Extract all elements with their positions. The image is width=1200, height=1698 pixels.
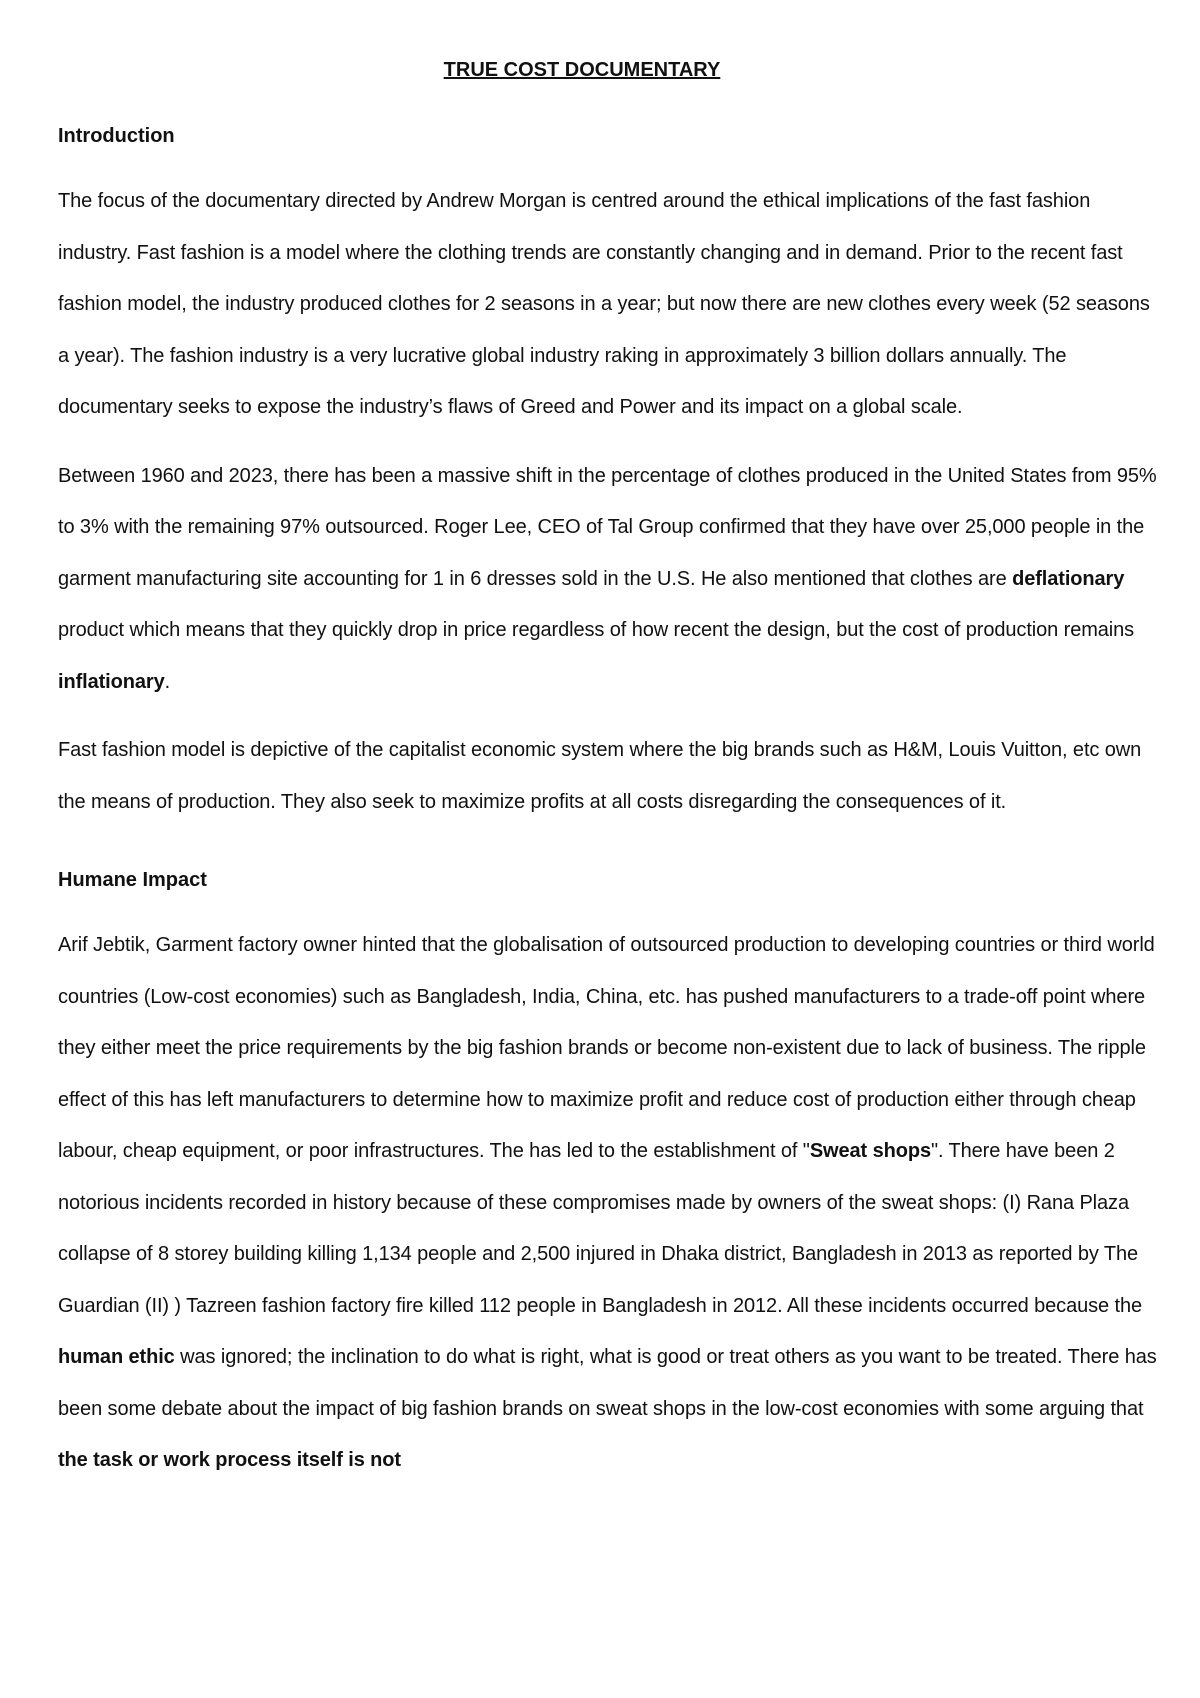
document-page xyxy=(58,50,1158,1487)
bold-term-human-ethic: human ethic xyxy=(58,1346,175,1368)
section-heading-introduction: Introduction xyxy=(58,125,175,147)
bold-term-sweat-shops: Sweat shops xyxy=(809,1140,931,1162)
intro-paragraph-3: Fast fashion model is depictive of the capitalist economic system where the big brands such as H&M, Louis Vuitton, etc own the means of production. They also seek to maximize profits at all costs disregarding the consequences of it. xyxy=(58,739,1142,813)
text-run: Arif Jebtik, Garment factory owner hinted that the globalisation of outsourced production to developing countries or third world countries (Low-cost economies) such as Bangladesh, India, China, etc. has pushed manufacturers to a trade-off point where they either meet the price requirements by the big fashion brands or become non-existent due to lack of business. The ripple effect of this has left manufacturers to determine how to maximize profit and reduce cost of production either through cheap labour, cheap equipment, or poor infrastructures. The has led to the establishment of " xyxy=(58,934,1155,1162)
bold-phrase-task-work-process: the task or work process itself is not xyxy=(58,1449,401,1471)
bold-term-deflationary: deflationary xyxy=(1012,567,1125,590)
text-run: ". There have been 2 notorious incidents recorded in history because of these compromises made by owners of the sweat shops: (I) Rana Plaza collapse of 8 storey building killing 1,134 people and 2,500 injured in Dhaka district, Bangladesh in 2013 as reported by The Guardian (II) ) Tazreen fashion factory fire killed 112 people in Bangladesh in 2012. All these incidents occurred because the xyxy=(58,1140,1142,1317)
text-run: Between 1960 and 2023, there has been a massive shift in the percentage of clothes produced in the United States from 95% to 3% with the remaining 97% outsourced. Roger Lee, CEO of Tal Group confirmed that they have over 25,000 people in the garment manufacturing site accounting for 1 in 6 dresses sold in the U.S. He also mentioned that clothes are xyxy=(58,464,1157,590)
section-heading-humane-impact: Humane Impact xyxy=(58,869,207,891)
intro-paragraph-1: The focus of the documentary directed by Andrew Morgan is centred around the ethical implications of the fast fashion industry. Fast fashion is a model where the clothing trends are constantly changing and in demand. Prior to the recent fast fashion model, the industry produced clothes for 2 seasons in a year; but now there are new clothes every week (52 seasons a year). The fashion industry is a very lucrative global industry raking in approximately 3 billion dollars annually. The documentary seeks to expose the industry’s flaws of Greed and Power and its impact on a global scale. xyxy=(58,190,1150,418)
document-title: TRUE COST DOCUMENTARY xyxy=(443,59,721,81)
bold-term-inflationary: inflationary xyxy=(58,670,165,693)
text-run: . xyxy=(164,670,171,693)
text-run: was ignored; the inclination to do what is right, what is good or treat others as you want to be treated. There has been some debate about the impact of big fashion brands on sweat shops in the low-cost economies with some arguing that xyxy=(58,1346,1157,1420)
text-run: product which means that they quickly drop in price regardless of how recent the design, but the cost of production remains xyxy=(58,619,1135,641)
impact-paragraph-1 xyxy=(58,920,1158,1487)
intro-paragraph-2 xyxy=(58,451,1158,709)
